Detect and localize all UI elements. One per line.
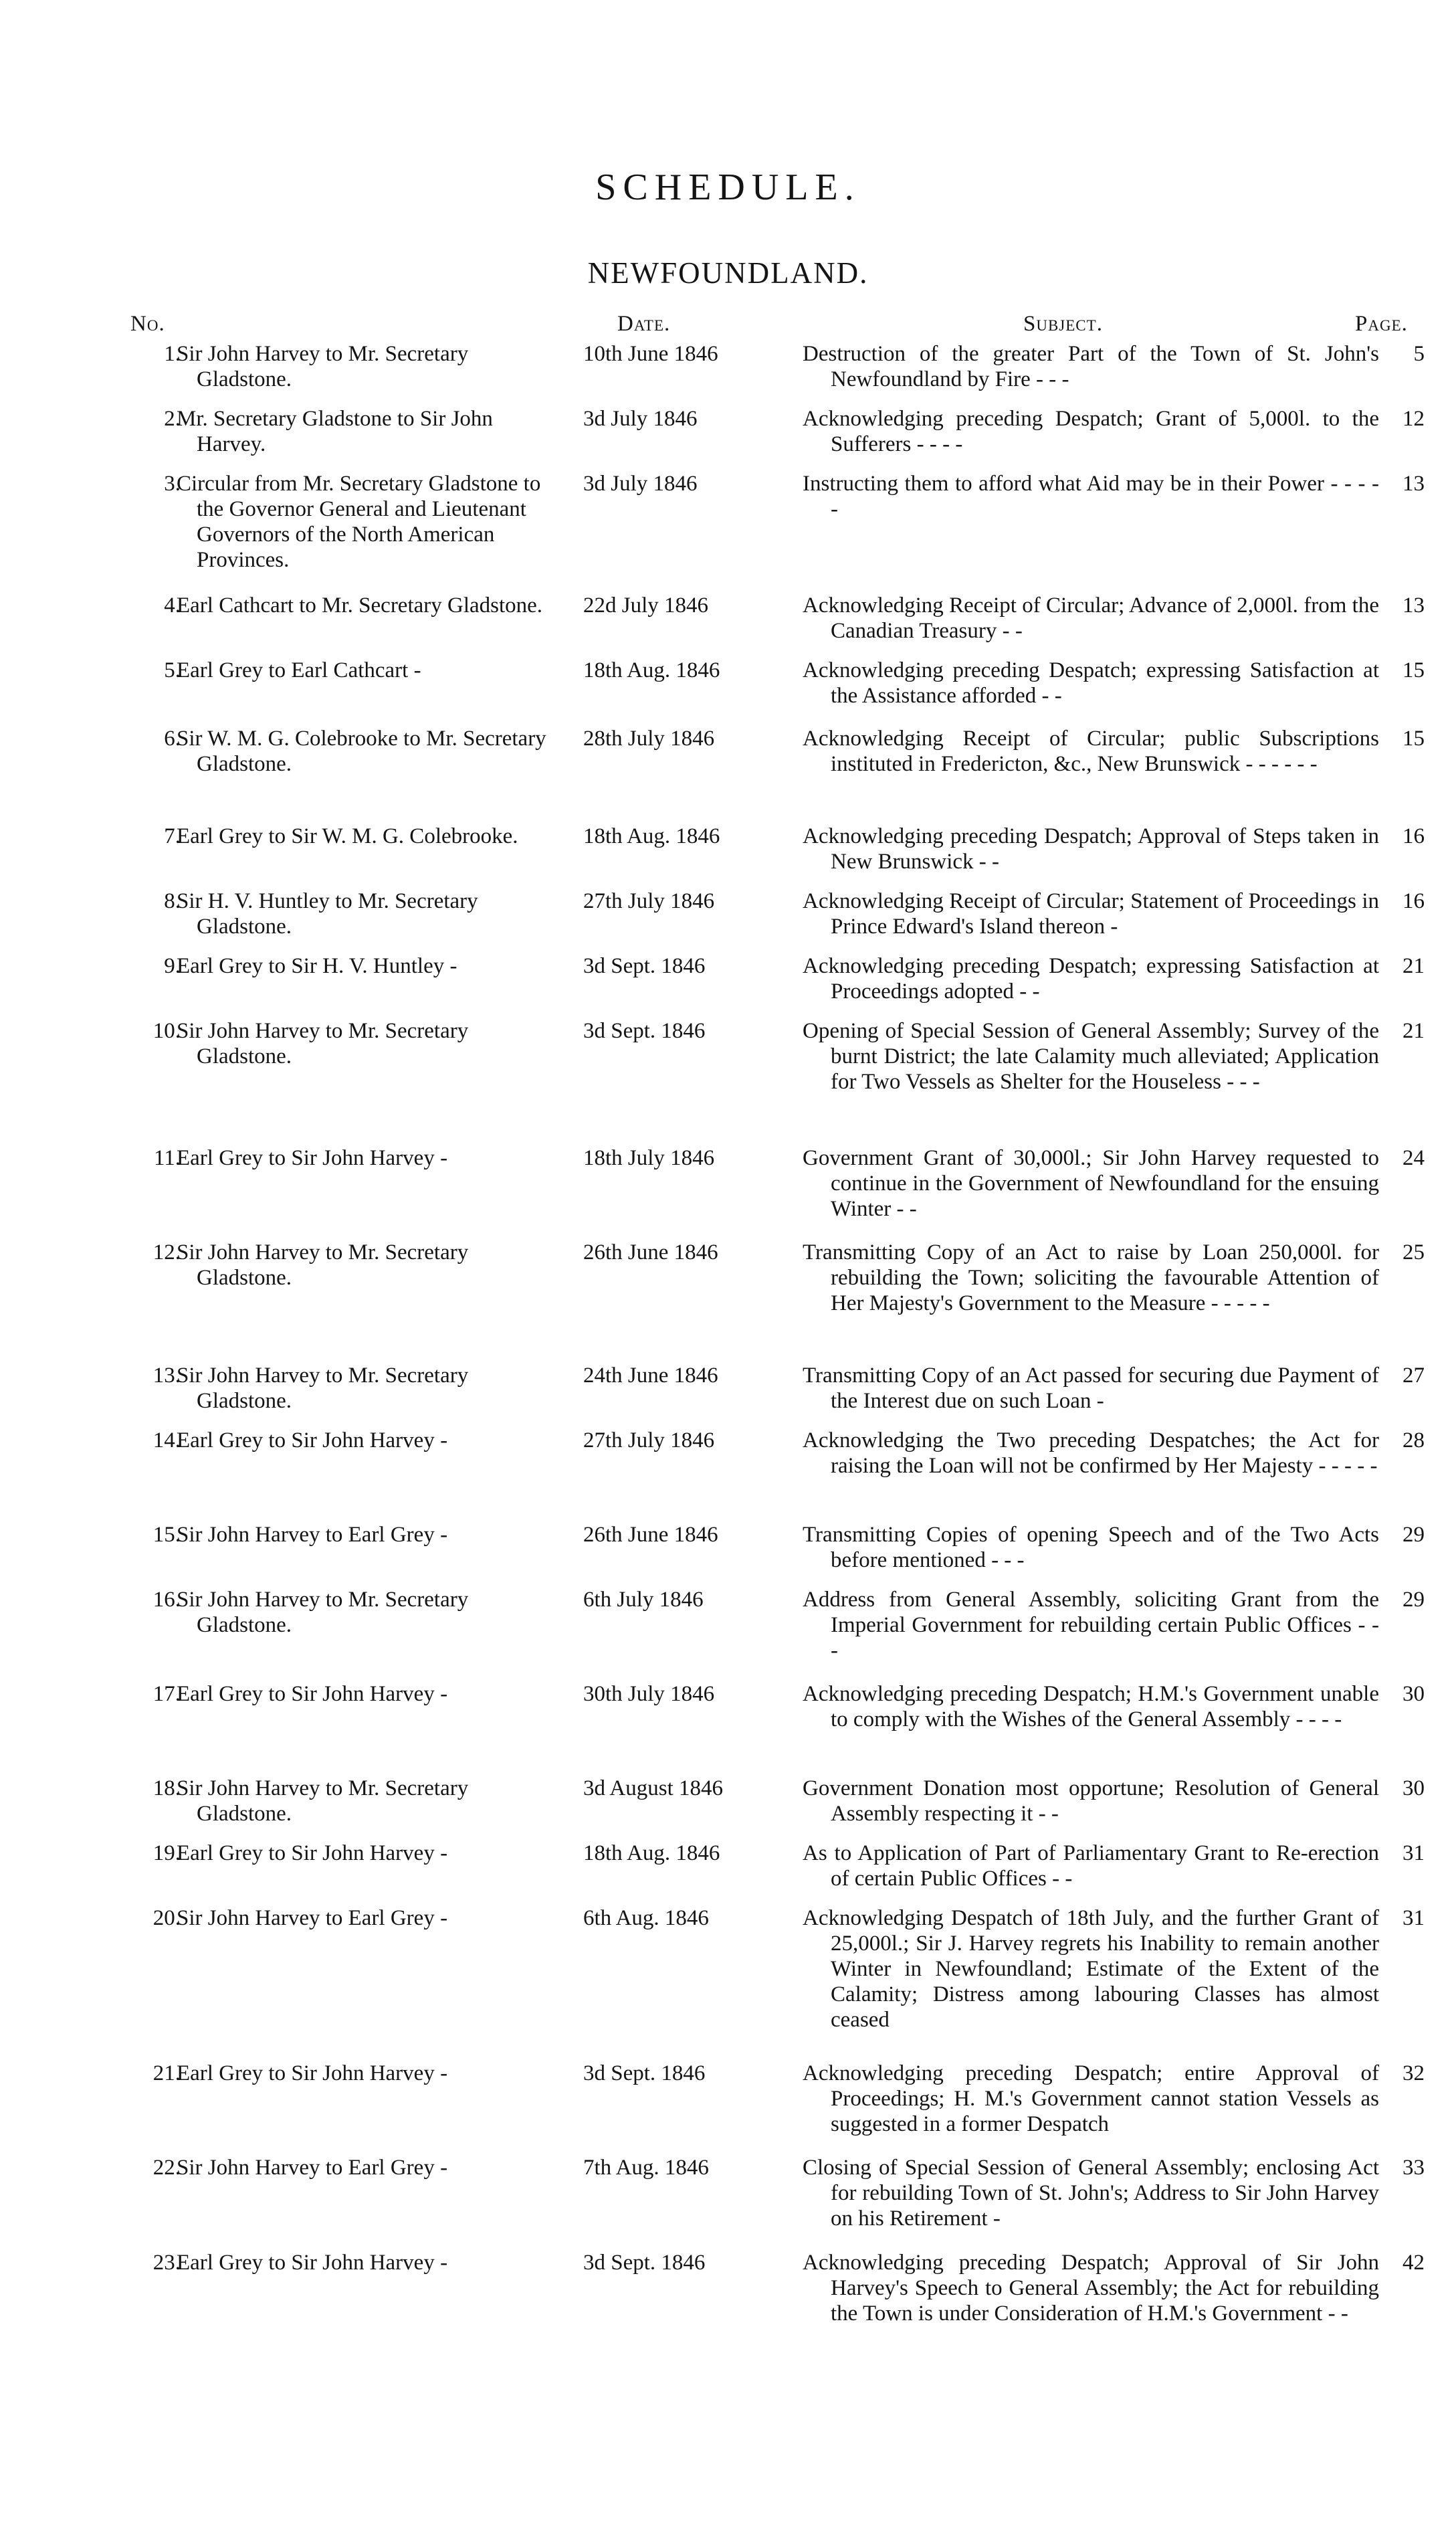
entry-number: 14. [152, 1428, 181, 1452]
entry-subject: Transmitting Copies of opening Speech and of the Two Acts before mentioned - - - [803, 1523, 1379, 1572]
entry-correspondents-cell [177, 1240, 551, 1291]
entry-date: 6th Aug. 1846 [583, 1906, 709, 1930]
entry-subject-cell [803, 2061, 1379, 2137]
entry-correspondents: Earl Grey to Sir John Harvey - [177, 2251, 448, 2275]
entry-correspondents: Circular from Mr. Secretary Gladstone to the Governor General and Lieutenant Governors of the North American Provinces. [177, 472, 541, 572]
entry-correspondents-cell [177, 1145, 551, 1171]
entry-correspondents: Earl Grey to Sir John Harvey - [177, 2061, 448, 2085]
entry-subject-cell [803, 1363, 1379, 1414]
entry-correspondents-cell [177, 1018, 551, 1069]
entry-correspondents: Sir John Harvey to Mr. Secretary Gladstone. [177, 342, 469, 391]
entry-number: 3. [164, 472, 181, 496]
entry-subject: Transmitting Copy of an Act passed for securing due Payment of the Interest due on such Loan - [803, 1363, 1379, 1413]
entry-number: 16. [152, 1588, 181, 1612]
entry-subject-cell [803, 1018, 1379, 1095]
entry-correspondents-cell [177, 1905, 551, 1931]
entry-subject: Government Donation most opportune; Resolution of General Assembly respecting it - - [803, 1776, 1379, 1826]
entry-correspondents-cell [177, 726, 551, 777]
entry-subject-cell [803, 406, 1379, 457]
entry-number: 7. [164, 824, 181, 848]
entry-correspondents: Sir John Harvey to Mr. Secretary Gladstone. [177, 1240, 469, 1290]
entry-subject: Instructing them to afford what Aid may be in their Power - - - - - [803, 472, 1379, 521]
entry-date: 7th Aug. 1846 [583, 2156, 709, 2180]
entry-correspondents: Earl Grey to Sir John Harvey - [177, 1841, 448, 1865]
entry-number: 8. [164, 889, 181, 913]
entry-date: 18th Aug. 1846 [583, 824, 720, 848]
entry-page: 33 [1402, 2156, 1425, 2180]
entry-page: 32 [1402, 2061, 1425, 2085]
entry-date: 18th July 1846 [583, 1146, 715, 1170]
entry-date: 28th July 1846 [583, 727, 715, 751]
entry-date: 3d Sept. 1846 [583, 2061, 706, 2085]
entry-correspondents: Earl Cathcart to Mr. Secretary Gladstone. [177, 593, 543, 618]
entry-page: 13 [1402, 593, 1425, 618]
entry-page: 31 [1402, 1841, 1425, 1865]
entry-page: 31 [1402, 1906, 1425, 1930]
entry-correspondents-cell [177, 1776, 551, 1826]
entry-date: 30th July 1846 [583, 1682, 715, 1706]
entry-subject: Acknowledging the Two preceding Despatches; the Act for raising the Loan will not be confirmed by Her Majesty - - - - - [803, 1428, 1379, 1478]
entry-correspondents: Earl Grey to Sir John Harvey - [177, 1428, 448, 1452]
entry-number: 22. [152, 2156, 181, 2180]
entry-subject-cell [803, 471, 1379, 522]
entry-subject-cell [803, 726, 1379, 777]
entry-number: 18. [152, 1776, 181, 1800]
entry-date: 27th July 1846 [583, 889, 715, 913]
entry-date: 24th June 1846 [583, 1363, 718, 1388]
entry-correspondents: Sir John Harvey to Earl Grey - [177, 1906, 448, 1930]
entry-correspondents: Sir H. V. Huntley to Mr. Secretary Gladstone. [177, 889, 478, 939]
entry-subject-cell [803, 953, 1379, 1004]
entry-subject-cell [803, 1587, 1379, 1663]
entry-date: 3d Sept. 1846 [583, 954, 706, 978]
entry-number: 15. [152, 1523, 181, 1547]
entry-date: 3d Sept. 1846 [583, 2251, 706, 2275]
entry-subject: Closing of Special Session of General Assembly; enclosing Act for rebuilding Town of St. John's; Address to Sir John Harvey on his Retirement - [803, 2156, 1379, 2231]
entry-correspondents: Earl Grey to Sir W. M. G. Colebrooke. [177, 824, 518, 848]
entry-page: 13 [1402, 472, 1425, 496]
entry-correspondents: Sir John Harvey to Mr. Secretary Gladstone. [177, 1588, 469, 1637]
entry-subject: Acknowledging preceding Despatch; entire Approval of Proceedings; H. M.'s Government cannot station Vessels as suggested in a former Despatch [803, 2061, 1379, 2136]
entry-correspondents-cell [177, 2061, 551, 2086]
entry-number: 20. [152, 1906, 181, 1930]
entry-page: 30 [1402, 1682, 1425, 1706]
entry-subject: Acknowledging preceding Despatch; Approval of Steps taken in New Brunswick - - [803, 824, 1379, 874]
entry-subject-cell [803, 2250, 1379, 2326]
entry-correspondents-cell [177, 953, 551, 979]
entry-correspondents: Mr. Secretary Gladstone to Sir John Harvey. [177, 407, 493, 456]
entry-date: 3d Sept. 1846 [583, 1019, 706, 1043]
entry-page: 5 [1413, 342, 1425, 366]
entry-page: 21 [1402, 954, 1425, 978]
entry-page: 15 [1402, 658, 1425, 682]
entry-date: 26th June 1846 [583, 1240, 718, 1264]
entry-date: 3d August 1846 [583, 1776, 724, 1800]
entry-subject-cell [803, 1428, 1379, 1479]
entry-correspondents: Sir John Harvey to Mr. Secretary Gladstone. [177, 1019, 469, 1068]
entry-subject: Acknowledging preceding Despatch; H.M.'s Government unable to comply with the Wishes of the General Assembly - - - - [803, 1682, 1379, 1731]
entry-correspondents-cell [177, 593, 551, 618]
entry-page: 29 [1402, 1523, 1425, 1547]
entry-correspondents: Sir W. M. G. Colebrooke to Mr. Secretary Gladstone. [177, 727, 546, 776]
entry-subject: Acknowledging preceding Despatch; Grant of 5,000l. to the Sufferers - - - - [803, 407, 1379, 456]
entry-correspondents: Sir John Harvey to Mr. Secretary Gladstone. [177, 1363, 469, 1413]
entry-page: 16 [1402, 824, 1425, 848]
entry-subject: As to Application of Part of Parliamentary Grant to Re-erection of certain Public Offices - - [803, 1841, 1379, 1891]
column-header-subject: Subject. [1023, 312, 1103, 336]
entry-date: 22d July 1846 [583, 593, 709, 618]
entry-correspondents-cell [177, 1841, 551, 1866]
entry-number: 6. [164, 727, 181, 751]
entry-page: 29 [1402, 1588, 1425, 1612]
entry-correspondents-cell [177, 406, 551, 457]
entry-correspondents-cell [177, 341, 551, 392]
entry-number: 19. [152, 1841, 181, 1865]
entry-subject: Acknowledging preceding Despatch; Approval of Sir John Harvey's Speech to General Assembly; the Act for rebuilding the Town is under Consideration of H.M.'s Government - - [803, 2251, 1379, 2326]
entry-subject-cell [803, 341, 1379, 392]
entry-subject: Acknowledging preceding Despatch; expressing Satisfaction at Proceedings adopted - - [803, 954, 1379, 1004]
entry-page: 28 [1402, 1428, 1425, 1452]
entry-date: 27th July 1846 [583, 1428, 715, 1452]
entry-correspondents: Sir John Harvey to Earl Grey - [177, 1523, 448, 1547]
entry-subject-cell [803, 1776, 1379, 1826]
entry-subject-cell [803, 1145, 1379, 1222]
entry-number: 10. [152, 1019, 181, 1043]
entry-correspondents-cell [177, 888, 551, 939]
entry-number: 23. [152, 2251, 181, 2275]
entry-number: 21. [152, 2061, 181, 2085]
entry-correspondents: Earl Grey to Sir H. V. Huntley - [177, 954, 457, 978]
entry-date: 18th Aug. 1846 [583, 658, 720, 682]
schedule-title: SCHEDULE. [595, 167, 861, 208]
entry-page: 30 [1402, 1776, 1425, 1800]
entry-subject-cell [803, 1240, 1379, 1316]
entry-page: 25 [1402, 1240, 1425, 1264]
entry-number: 9. [164, 954, 181, 978]
entry-subject-cell [803, 1905, 1379, 2033]
entry-number: 2. [164, 407, 181, 431]
entry-subject-cell [803, 658, 1379, 709]
entry-subject: Address from General Assembly, soliciting Grant from the Imperial Government for rebuilding certain Public Offices - - - [803, 1588, 1379, 1663]
colony-heading: NEWFOUNDLAND. [587, 256, 869, 290]
entry-date: 3d July 1846 [583, 472, 698, 496]
column-header-no: No. [130, 312, 165, 336]
entry-correspondents: Sir John Harvey to Earl Grey - [177, 2156, 448, 2180]
entry-correspondents-cell [177, 1522, 551, 1547]
entry-number: 12. [152, 1240, 181, 1264]
entry-correspondents-cell [177, 2250, 551, 2275]
entry-subject-cell [803, 1681, 1379, 1732]
entry-correspondents: Earl Grey to Sir John Harvey - [177, 1146, 448, 1170]
entry-subject-cell [803, 1841, 1379, 1891]
entry-date: 6th July 1846 [583, 1588, 704, 1612]
entry-page: 24 [1402, 1146, 1425, 1170]
entry-page: 42 [1402, 2251, 1425, 2275]
entry-date: 3d July 1846 [583, 407, 698, 431]
entry-correspondents-cell [177, 824, 551, 849]
entry-subject: Acknowledging preceding Despatch; expressing Satisfaction at the Assistance afforded - - [803, 658, 1379, 708]
entry-number: 1. [164, 342, 181, 366]
entry-correspondents-cell [177, 1363, 551, 1414]
entry-subject-cell [803, 2155, 1379, 2231]
entry-subject: Acknowledging Receipt of Circular; public Subscriptions instituted in Fredericton, &c., New Brunswick - - - - - - [803, 727, 1379, 776]
entry-subject: Acknowledging Despatch of 18th July, and the further Grant of 25,000l.; Sir J. Harvey regrets his Inability to remain another Winter in Newfoundland; Estimate of the Extent of the Calamity; Distress among labouring Classes has almost ceased [803, 1906, 1379, 2032]
entry-number: 11. [153, 1146, 181, 1170]
entry-subject: Government Grant of 30,000l.; Sir John Harvey requested to continue in the Government of Newfoundland for the ensuing Winter - - [803, 1146, 1379, 1221]
entry-page: 21 [1402, 1019, 1425, 1043]
entry-date: 10th June 1846 [583, 342, 718, 366]
entry-page: 12 [1402, 407, 1425, 431]
column-header-page: Page. [1355, 312, 1408, 336]
entry-correspondents-cell [177, 1428, 551, 1453]
entry-subject-cell [803, 593, 1379, 644]
entry-date: 26th June 1846 [583, 1523, 718, 1547]
entry-subject-cell [803, 1522, 1379, 1573]
entry-subject: Acknowledging Receipt of Circular; Advance of 2,000l. from the Canadian Treasury - - [803, 593, 1379, 643]
entry-correspondents-cell [177, 2155, 551, 2180]
entry-subject: Acknowledging Receipt of Circular; Statement of Proceedings in Prince Edward's Island thereon - [803, 889, 1379, 939]
entry-correspondents: Earl Grey to Sir John Harvey - [177, 1682, 448, 1706]
entry-correspondents: Sir John Harvey to Mr. Secretary Gladstone. [177, 1776, 469, 1826]
column-header-date: Date. [617, 312, 671, 336]
entry-correspondents-cell [177, 471, 551, 573]
entry-subject: Opening of Special Session of General Assembly; Survey of the burnt District; the late Calamity much alleviated; Application for Two Vessels as Shelter for the Houseless - - - [803, 1019, 1379, 1094]
entry-subject-cell [803, 888, 1379, 939]
entry-correspondents-cell [177, 658, 551, 683]
entry-page: 15 [1402, 727, 1425, 751]
entry-page: 27 [1402, 1363, 1425, 1388]
entry-correspondents-cell [177, 1587, 551, 1638]
entry-correspondents-cell [177, 1681, 551, 1707]
entry-number: 4. [164, 593, 181, 618]
entry-subject: Transmitting Copy of an Act to raise by Loan 250,000l. for rebuilding the Town; soliciting the favourable Attention of Her Majesty's Government to the Measure - - - - - [803, 1240, 1379, 1315]
entry-correspondents: Earl Grey to Earl Cathcart - [177, 658, 421, 682]
entry-number: 17. [152, 1682, 181, 1706]
entry-date: 18th Aug. 1846 [583, 1841, 720, 1865]
entry-number: 5. [164, 658, 181, 682]
entry-page: 16 [1402, 889, 1425, 913]
entry-subject: Destruction of the greater Part of the Town of St. John's Newfoundland by Fire - - - [803, 342, 1379, 391]
entry-number: 13. [152, 1363, 181, 1388]
entry-subject-cell [803, 824, 1379, 874]
